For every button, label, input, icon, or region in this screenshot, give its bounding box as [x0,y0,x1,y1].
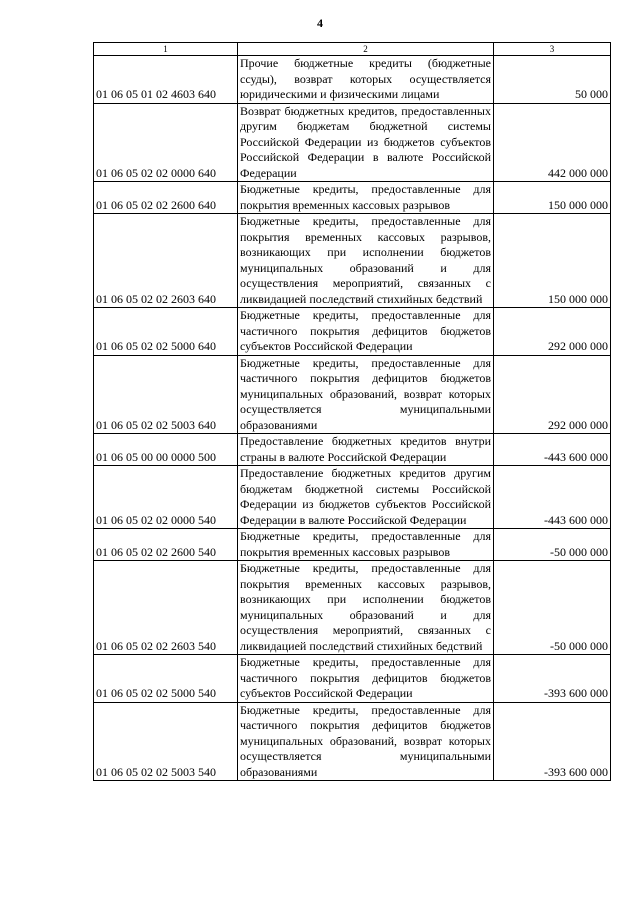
description-cell: Бюджетные кредиты, предоставленные для покрытия временных кассовых разрывов, возникающих при исполнении бюджетов муниципальных образований и для осуществления мероприятий, связанных с ликвидацией последствий стихийных бедствий [238,561,494,655]
budget-code-cell: 01 06 05 02 02 5003 540 [94,702,238,781]
table-row [94,466,611,529]
budget-code-cell: 01 06 05 02 02 0000 640 [94,103,238,182]
amount-cell: 442 000 000 [494,103,611,182]
description-cell: Бюджетные кредиты, предоставленные для частичного покрытия дефицитов бюджетов муниципальных образований, возврат которых осуществляется муниципальными образованиями [238,702,494,781]
column-header-amount: 3 [494,43,611,56]
budget-code-cell: 01 06 05 02 02 2600 540 [94,529,238,561]
table-row [94,561,611,655]
table-row [94,702,611,781]
amount-cell: -393 600 000 [494,655,611,703]
description-cell: Бюджетные кредиты, предоставленные для покрытия временных кассовых разрывов [238,529,494,561]
amount-cell: 50 000 [494,56,611,104]
description-cell: Предоставление бюджетных кредитов внутри страны в валюте Российской Федерации [238,434,494,466]
page-number: 4 [317,16,323,30]
description-cell: Возврат бюджетных кредитов, предоставленных другим бюджетам бюджетной системы Российской Федерации из бюджетов субъектов Российской Федерации в валюте Российской Федерации [238,103,494,182]
budget-code-cell: 01 06 05 00 00 0000 500 [94,434,238,466]
amount-cell: -393 600 000 [494,702,611,781]
budget-code-cell: 01 06 05 02 02 2600 640 [94,182,238,214]
budget-code-cell: 01 06 05 02 02 2603 540 [94,561,238,655]
budget-code-cell: 01 06 05 02 02 5000 640 [94,308,238,356]
description-cell: Предоставление бюджетных кредитов другим бюджетам бюджетной системы Российской Федерации из бюджетов субъектов Российской Федерации в валюте Российской Федерации [238,466,494,529]
amount-cell: 292 000 000 [494,355,611,434]
description-cell: Бюджетные кредиты, предоставленные для покрытия временных кассовых разрывов, возникающих при исполнении бюджетов муниципальных образований и для осуществления мероприятий, связанных с ликвидацией последствий стихийных бедствий [238,214,494,308]
table-row [94,56,611,104]
table-row [94,355,611,434]
table-row [94,214,611,308]
budget-code-cell: 01 06 05 01 02 4603 640 [94,56,238,104]
budget-sources-table [93,42,611,781]
description-cell: Бюджетные кредиты, предоставленные для частичного покрытия дефицитов бюджетов субъектов Российской Федерации [238,655,494,703]
budget-code-cell: 01 06 05 02 02 5000 540 [94,655,238,703]
budget-code-cell: 01 06 05 02 02 2603 640 [94,214,238,308]
budget-code-cell: 01 06 05 02 02 5003 640 [94,355,238,434]
amount-cell: -50 000 000 [494,529,611,561]
amount-cell: 292 000 000 [494,308,611,356]
table-row [94,182,611,214]
amount-cell: -443 600 000 [494,466,611,529]
column-header-code: 1 [94,43,238,56]
description-cell: Прочие бюджетные кредиты (бюджетные ссуды), возврат которых осуществляется юридическими и физическими лицами [238,56,494,104]
amount-cell: -50 000 000 [494,561,611,655]
table-row [94,655,611,703]
budget-code-cell: 01 06 05 02 02 0000 540 [94,466,238,529]
amount-cell: 150 000 000 [494,182,611,214]
table-row [94,529,611,561]
table-row [94,103,611,182]
column-header-name: 2 [238,43,494,56]
description-cell: Бюджетные кредиты, предоставленные для покрытия временных кассовых разрывов [238,182,494,214]
description-cell: Бюджетные кредиты, предоставленные для частичного покрытия дефицитов бюджетов субъектов Российской Федерации [238,308,494,356]
description-cell: Бюджетные кредиты, предоставленные для частичного покрытия дефицитов бюджетов муниципальных образований, возврат которых осуществляется муниципальными образованиями [238,355,494,434]
table-row [94,308,611,356]
amount-cell: -443 600 000 [494,434,611,466]
table-header-row [94,43,611,56]
table-body [94,43,611,781]
amount-cell: 150 000 000 [494,214,611,308]
table-row [94,434,611,466]
